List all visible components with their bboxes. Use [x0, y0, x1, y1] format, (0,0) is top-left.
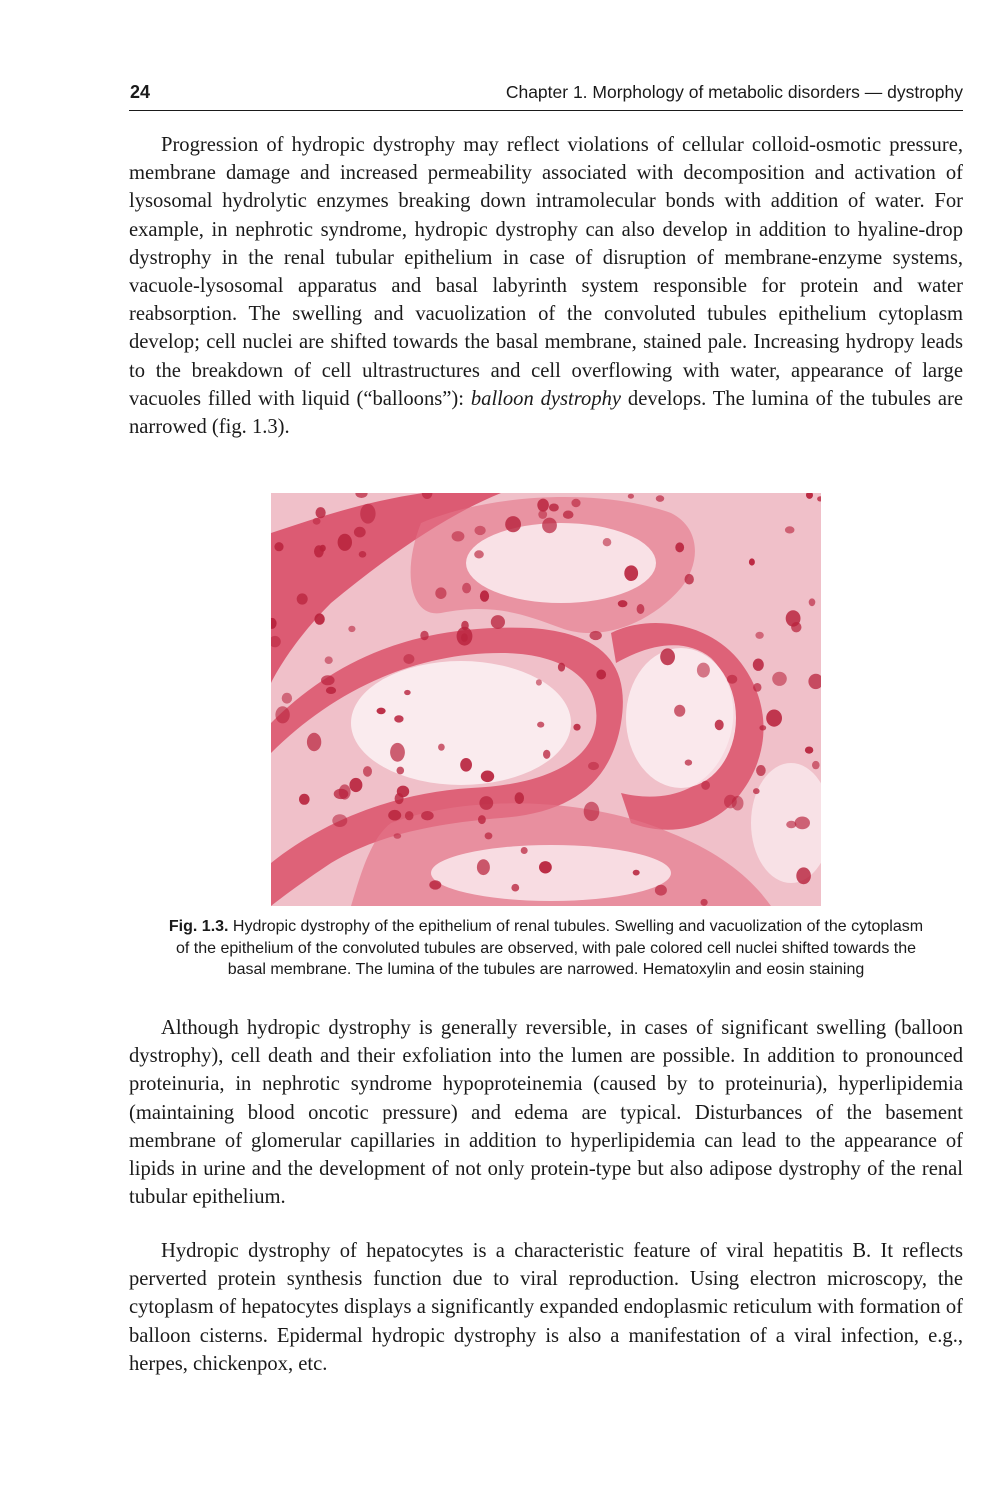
italic-term: balloon dystrophy: [470, 387, 622, 410]
cell-nucleus: [685, 760, 692, 766]
cell-nucleus: [590, 631, 602, 640]
running-header: [129, 80, 963, 111]
cell-nucleus: [571, 499, 580, 507]
cell-nucleus: [505, 516, 521, 532]
cell-nucleus: [656, 495, 664, 502]
cell-nucleus: [320, 545, 326, 552]
cell-nucleus: [724, 795, 737, 809]
cell-nucleus: [325, 656, 333, 664]
cell-nucleus: [307, 733, 321, 751]
cell-nucleus: [485, 832, 493, 839]
caption-text: Hydropic dystrophy of the epithelium of renal tubules. Swelling and vacuolization of the cytoplasm: [228, 918, 924, 935]
cell-nucleus: [772, 672, 787, 686]
cell-nucleus: [633, 870, 640, 876]
cell-nucleus: [697, 663, 710, 678]
cell-nucleus: [655, 885, 667, 896]
cell-nucleus: [348, 626, 355, 632]
chapter-title: Chapter 1. Morphology of metabolic disorders — dystrophy: [505, 82, 963, 102]
cell-nucleus: [452, 531, 465, 541]
cell-nucleus: [475, 526, 486, 535]
cell-nucleus: [675, 542, 684, 552]
cell-nucleus: [282, 693, 292, 704]
cell-nucleus: [404, 690, 411, 695]
cell-nucleus: [316, 507, 326, 518]
cell-nucleus: [338, 534, 352, 551]
cell-nucleus: [360, 504, 375, 524]
cell-nucleus: [478, 815, 486, 824]
cell-nucleus: [349, 778, 362, 792]
cell-nucleus: [462, 583, 471, 594]
cell-nucleus: [326, 687, 336, 694]
cell-nucleus: [274, 542, 283, 551]
page-number: 24: [130, 82, 151, 102]
cell-nucleus: [542, 518, 557, 534]
cell-nucleus: [403, 654, 414, 664]
cell-nucleus: [753, 683, 761, 692]
cell-nucleus: [429, 880, 441, 889]
cell-nucleus: [536, 679, 542, 685]
paragraph-text: Progression of hydropic dystrophy may reflect violations of cellular colloid-osmotic pressure, membrane damage and increased permeability associated with decomposition and activation of lysosomal hydrolytic enzymes breaking down intramolecular bonds with addition of water. For example, in nephrotic syndrome, hydropic dystrophy can also develop in addition to hyaline-drop dystrophy in the renal tubular epithelium in case of disruption of membrane-enzyme systems, vacuole-lysosomal apparatus and basal labyrinth system responsible for protein and water reabsorption. The swelling and vacuolization of the convoluted tubules epithelium cytoplasm develop; cell nuclei are shifted towards the basal membrane, stained pale. Increasing hydropy leads to the breakdown of cell ultrastructures and cell overflowing with water, appearance of large vacuoles filled with liquid (“balloons”):: [129, 134, 963, 410]
cell-nucleus: [573, 724, 580, 731]
cell-nucleus: [796, 867, 811, 884]
cell-nucleus: [753, 659, 764, 671]
cell-nucleus: [388, 810, 401, 821]
cell-nucleus: [435, 587, 446, 599]
cell-nucleus: [363, 766, 372, 777]
cell-nucleus: [596, 670, 606, 680]
cell-nucleus: [715, 720, 724, 731]
cell-nucleus: [299, 794, 310, 805]
cell-nucleus: [394, 833, 402, 839]
cell-nucleus: [332, 814, 347, 827]
cell-nucleus: [491, 615, 505, 629]
cell-nucleus: [420, 631, 428, 640]
cell-nucleus: [537, 499, 549, 512]
cell-nucleus: [628, 494, 634, 499]
cell-nucleus: [297, 593, 308, 604]
cell-nucleus: [766, 710, 782, 727]
cell-nucleus: [457, 627, 473, 646]
cell-nucleus: [397, 767, 405, 775]
cell-nucleus: [674, 705, 685, 717]
cell-nucleus: [405, 811, 414, 820]
cell-nucleus: [660, 648, 675, 665]
body-paragraph-2: Although hydropic dystrophy is generally reversible, in cases of significant swelling (balloon dystrophy), cell death and their exfoliation into the lumen are possible. In addition to pronounced proteinuria, in nephrotic syndrome hypoproteinemia (caused by to proteinuria), hyperlipidemia (maintaining blood oncotic pressure) and edema are typical. Disturbances of the basement membrane of glomerular capillaries in addition to hyperlipidemia can lead to the appearance of lipids in urine and the development of not only protein-type but also adipose dystrophy of the renal tubular epithelium.: [129, 1017, 963, 1209]
caption-line-1: [125, 916, 967, 938]
cell-nucleus: [537, 722, 544, 728]
cell-nucleus: [785, 526, 795, 533]
cell-nucleus: [460, 758, 472, 772]
cell-nucleus: [521, 847, 528, 854]
cell-nucleus: [480, 590, 489, 601]
cell-nucleus: [749, 558, 755, 565]
cell-nucleus: [685, 574, 694, 585]
cell-nucleus: [377, 708, 386, 715]
cell-nucleus: [755, 632, 763, 639]
figure-caption: [125, 916, 967, 981]
cell-nucleus: [339, 784, 351, 799]
cell-nucleus: [479, 796, 493, 810]
cell-nucleus: [477, 859, 490, 875]
cell-nucleus: [390, 743, 405, 762]
cell-nucleus: [637, 604, 645, 614]
cell-nucleus: [618, 600, 628, 607]
cell-nucleus: [549, 504, 559, 512]
cell-nucleus: [321, 675, 335, 685]
cell-nucleus: [786, 610, 801, 626]
cell-nucleus: [701, 899, 708, 906]
cell-nucleus: [511, 884, 519, 892]
cell-nucleus: [624, 565, 638, 581]
cell-nucleus: [515, 792, 524, 804]
cell-nucleus: [563, 511, 574, 519]
cell-nucleus: [805, 747, 813, 754]
cell-nucleus: [809, 598, 816, 606]
cell-nucleus: [543, 750, 550, 759]
micrograph-image: [271, 493, 821, 906]
caption-line-3: basal membrane. The lumina of the tubules are narrowed. Hematoxylin and eosin staining: [227, 961, 865, 978]
cell-nucleus: [727, 675, 737, 684]
cell-nucleus: [474, 550, 484, 558]
cell-nucleus: [539, 861, 552, 873]
cell-nucleus: [812, 761, 820, 769]
cell-nucleus: [759, 725, 766, 730]
body-paragraph-1: [129, 131, 963, 441]
cell-nucleus: [795, 817, 810, 830]
cell-nucleus: [314, 613, 324, 624]
cell-nucleus: [275, 706, 289, 723]
cell-nucleus: [701, 781, 710, 790]
cell-nucleus: [603, 538, 612, 546]
paragraph-text: develops. The lumina of the tubules are narrowed (fig. 1.3).: [129, 387, 964, 439]
caption-line-2: of the epithelium of the convoluted tubules are observed, with pale colored cell nuclei shifted towards the: [176, 939, 916, 957]
cell-nucleus: [584, 802, 600, 821]
micrograph-figure: [271, 493, 821, 906]
cell-nucleus: [397, 786, 409, 798]
cell-nucleus: [481, 771, 494, 783]
body-paragraph-3: Hydropic dystrophy of hepatocytes is a characteristic feature of viral hepatitis B. It reflects perverted protein synthesis function due to viral reproduction. Using electron microscopy, the cytoplasm of hepatocytes displays a significantly expanded endoplasmic reticulum with formation of balloon cisterns. Epidermal hydropic dystrophy is also a manifestation of a viral infection, e.g., herpes, chickenpox, etc.: [129, 1240, 963, 1375]
cell-nucleus: [313, 518, 321, 525]
cell-nucleus: [359, 551, 367, 558]
cell-nucleus: [558, 663, 565, 672]
cell-nucleus: [438, 744, 445, 751]
cell-nucleus: [354, 527, 366, 538]
cell-nucleus: [394, 715, 403, 722]
figure-label: Fig. 1.3.: [168, 918, 229, 935]
cell-nucleus: [421, 811, 434, 820]
cell-nucleus: [753, 788, 760, 794]
cell-nucleus: [588, 762, 599, 770]
cell-nucleus: [756, 765, 766, 776]
